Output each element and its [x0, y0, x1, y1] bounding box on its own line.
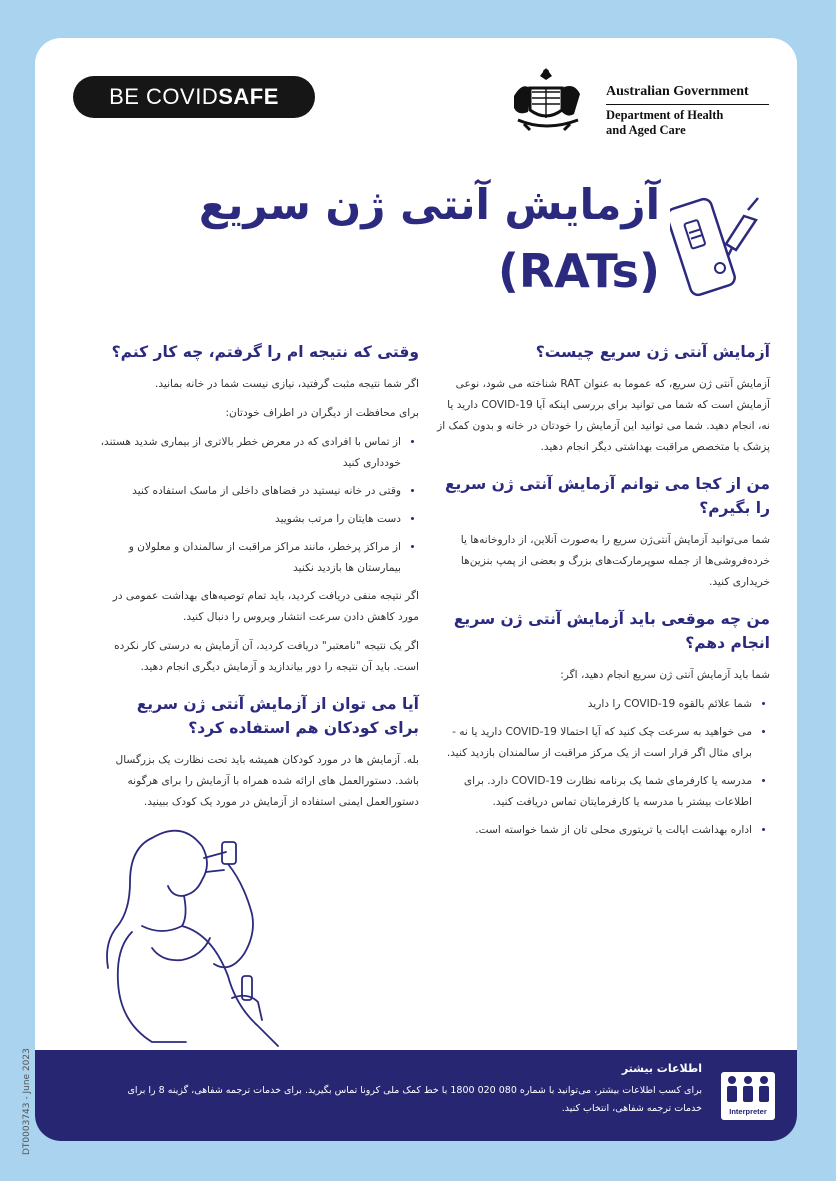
document-code: DT0003743 - June 2023 — [22, 1048, 32, 1155]
interpreter-logo — [721, 1072, 775, 1120]
section-heading: آزمایش آنتی ژن سریع چیست؟ — [535, 343, 770, 361]
section-when-to-test — [437, 607, 770, 841]
bullet-list — [97, 432, 419, 579]
department-line-2: and Aged Care — [606, 123, 686, 137]
list-item: • شما علائم بالقوه COVID-19 را دارید — [437, 694, 752, 715]
section-body: بله. آزمایش ها در مورد کودکان همیشه باید تحت نظارت یک بزرگسال باشد. دستورالعمل های ارائه شده همراه با آزمایش را برای هرگونه دستورالعمل ایمنی استفاده از آزمایش در مورد یک کودک ببینید. — [115, 754, 419, 808]
page-subtitle: (RATs) — [497, 244, 660, 298]
section-what-is-rat — [437, 340, 770, 458]
government-name: Australian Government — [606, 84, 749, 99]
list-item: • از مراکز پرخطر، مانند مراکز مراقبت از سالمندان و معلولان و بیمارستان ها بازدید نکنید — [97, 537, 401, 579]
paragraph: اگر یک نتیجه "نامعتبر" دریافت کردید، آن آزمایش به درستی کار نکرده است. باید آن نتیجه را دور بیاندازید و آزمایش دیگری انجام دهید. — [114, 640, 419, 673]
logo-divider — [606, 104, 769, 105]
left-column — [97, 340, 419, 827]
interpreter-label: Interpreter — [729, 1107, 767, 1116]
list-item: • مدرسه یا کارفرمای شما یک برنامه نظارت COVID-19 دارد. برای اطلاعات بیشتر با مدرسه یا کارفرمایتان تماس دریافت کنید. — [437, 771, 752, 813]
bullet-list — [437, 694, 770, 841]
section-children — [97, 692, 419, 813]
government-logo — [510, 66, 775, 136]
department-name — [606, 108, 766, 138]
interpreter-icon — [721, 1072, 775, 1120]
paragraph: برای محافظت از دیگران در اطراف خودتان: — [225, 407, 419, 419]
section-body: شما می‌توانید آزمایش آنتی‌ژن سریع را به‌صورت آنلاین، از داروخانه‌ها یا خرده‌فروشی‌ها از جمله سوپرمارکت‌های بزرگ و بعضی از پمپ بنزین‌ها خریداری کنید. — [460, 534, 770, 588]
footer-title: اطلاعات بیشتر — [621, 1062, 702, 1075]
badge-bold: SAFE — [218, 84, 279, 109]
section-heading: وقتی که نتیجه ام را گرفتم، چه کار کنم؟ — [111, 343, 419, 361]
list-item: • اداره بهداشت ایالت یا تریتوری محلی تان از شما خواسته است. — [437, 820, 752, 841]
coat-of-arms-icon — [510, 66, 598, 132]
section-intro: شما باید آزمایش آنتی ژن سریع انجام دهید، اگر: — [560, 669, 770, 681]
section-heading: من از کجا می توانم آزمایش آنتی ژن سریع را بگیرم؟ — [444, 475, 770, 517]
woman-testing-illustration — [92, 828, 292, 1050]
page-title: آزمایش آنتی ژن سریع — [198, 180, 660, 229]
list-item: • دست هایتان را مرتب بشویید — [97, 509, 401, 530]
section-heading: من چه موقعی باید آزمایش آنتی ژن سریع انجام دهم؟ — [453, 610, 770, 652]
section-heading: آیا می توان از آزمایش آنتی ژن سریع برای کودکان هم استفاده کرد؟ — [136, 695, 419, 737]
section-body: آزمایش آنتی ژن سریع، که عموما به عنوان RAT شناخته می شود، نوعی آزمایش است که شما می توانید برای بررسی اینکه آیا COVID-19 دارید یا نه، انجام دهید. شما می توانید این آزمایش را خودتان در خانه و بدون کمک از پزشک یا متخصص مراقبت بهداشتی دیگر انجام دهید. — [437, 378, 770, 453]
paragraph: اگر شما نتیجه مثبت گرفتید، نیازی نیست شما در خانه بمانید. — [154, 378, 419, 390]
list-item: • وقتی در خانه نیستید در فضاهای داخلی از ماسک استفاده کنید — [97, 481, 401, 502]
rapid-test-device-icon — [670, 190, 770, 300]
section-where-to-get — [437, 472, 770, 593]
footer-text: برای کسب اطلاعات بیشتر، می‌توانید با شماره 080 020 1800 با خط کمک ملی کرونا تماس بگیرید. برای خدمات ترجمه شفاهی، گزینه 8 را برای خدمات ترجمه شفاهی، انتخاب کنید. — [127, 1085, 702, 1114]
section-after-result — [97, 340, 419, 678]
department-line-1: Department of Health — [606, 108, 724, 122]
paragraph: اگر نتیجه منفی دریافت کردید، باید تمام توصیه‌های بهداشت عمومی در مورد کاهش دادن سرعت انتشار ویروس را دنبال کنید. — [112, 590, 419, 623]
list-item: • از تماس با افرادی که در معرض خطر بالاتری از بیماری شدید هستند، خودداری کنید — [97, 432, 401, 474]
badge-prefix: BE COVID — [109, 84, 219, 109]
right-column — [437, 340, 770, 855]
be-covidsafe-badge — [73, 76, 315, 118]
footer-banner — [35, 1050, 797, 1141]
list-item: • می خواهید به سرعت چک کنید که آیا احتمالا COVID-19 دارید یا نه - برای مثال اگر قرار است از یک مرکز مراقبت از سالمندان بازدید کنید. — [437, 722, 752, 764]
